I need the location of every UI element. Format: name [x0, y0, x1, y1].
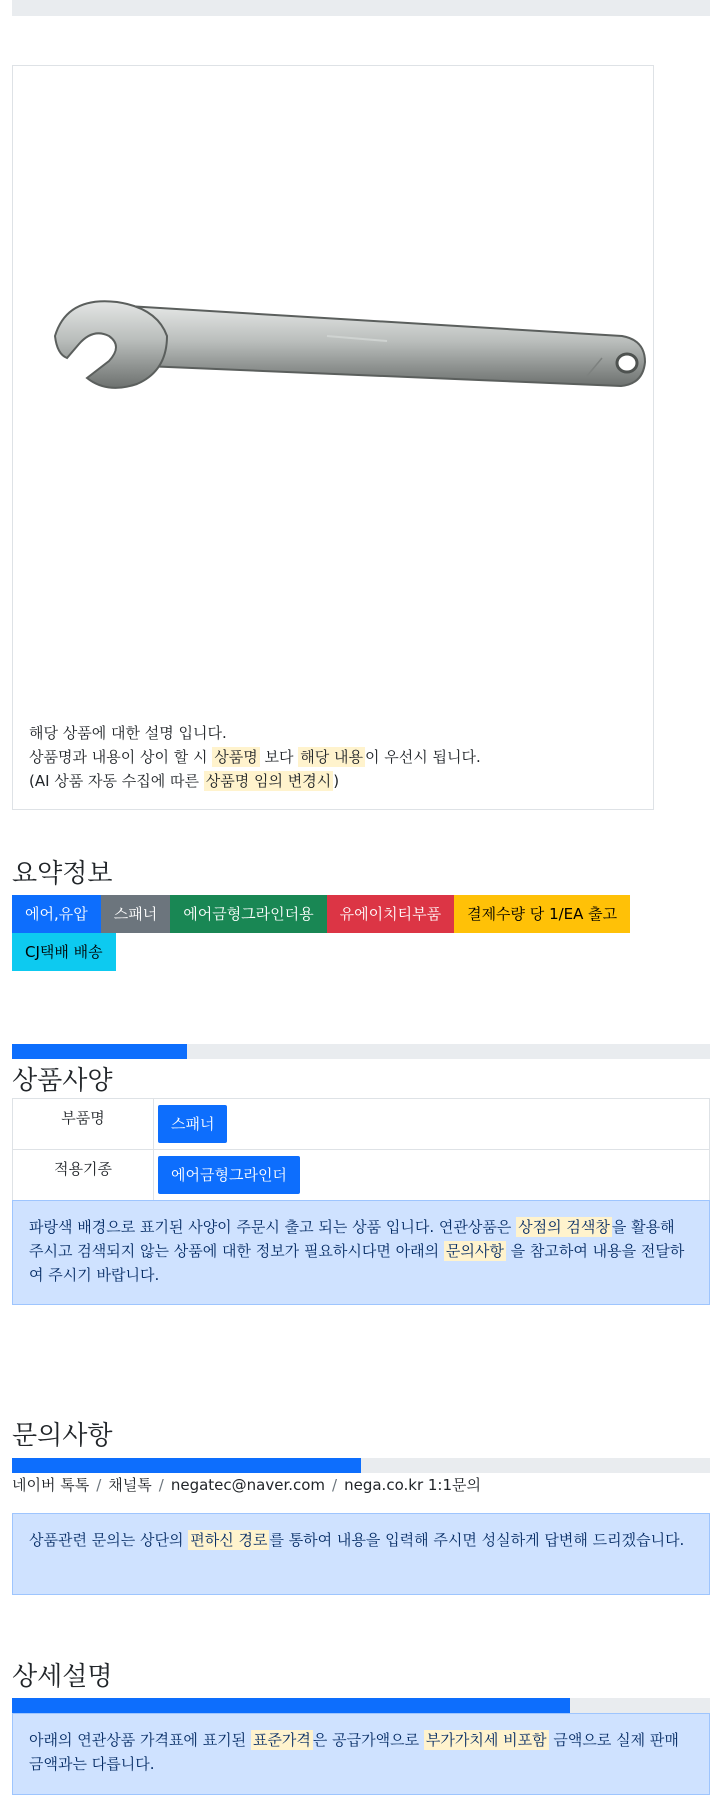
inquiry-progress: [12, 1458, 710, 1473]
top-progress-bar: [12, 0, 710, 16]
spec-progress: [12, 1044, 710, 1059]
inquiry-channels: 네이버 톡톡 / 채널톡 / negatec@naver.com / nega.co.kr 1:1문의: [12, 1476, 481, 1494]
description-line-3: (AI 상품 자동 수집에 따른 상품명 임의 변경시 ): [29, 772, 340, 790]
spec-title: 상품사양: [12, 1066, 113, 1096]
spec-row: [13, 1099, 710, 1150]
badge-product-type: 스패너: [101, 895, 170, 933]
product-image: [27, 266, 647, 416]
spec-value-button[interactable]: 스패너: [158, 1105, 227, 1143]
badge-shipping: CJ택배 배송: [12, 933, 116, 971]
spec-notice: 파랑색 배경으로 표기된 사양이 주문시 출고 되는 상품 입니다. 연관상품은 상점의 검색창 을 활용해 주시고 검색되지 않는 상품에 대한 정보가 필요하시다면 아래의 문의사항 을 참고하여 내용을 전달하여 주시기 바랍니다.: [12, 1200, 710, 1305]
spec-progress-fill: [12, 1044, 187, 1059]
product-description: [29, 721, 481, 793]
inquiry-progress-fill: [12, 1458, 361, 1473]
badge-quantity: 결제수량 당 1/EA 출고: [454, 895, 630, 933]
spec-table: [12, 1098, 710, 1201]
description-line-1: 해당 상품에 대한 설명 입니다.: [29, 724, 227, 742]
summary-title: 요약정보: [12, 859, 113, 889]
channel-channeltalk[interactable]: 채널톡: [108, 1476, 152, 1494]
detail-title: 상세설명: [12, 1662, 113, 1692]
channel-email[interactable]: negatec@naver.com: [170, 1476, 326, 1494]
channel-naver-talk[interactable]: 네이버 톡톡: [12, 1476, 90, 1494]
summary-badges: [12, 895, 710, 971]
detail-progress-fill: [12, 1698, 570, 1713]
spanner-image: [27, 266, 647, 416]
detail-notice: 아래의 연관상품 가격표에 표기된 표준가격 은 공급가액으로 부가가치세 비포함 금액으로 실제 판매금액과는 다릅니다.: [12, 1713, 710, 1795]
inquiry-title: 문의사항: [12, 1421, 113, 1451]
spec-label: 부품명: [13, 1099, 154, 1150]
inquiry-notice: 상품관련 문의는 상단의 편하신 경로 를 통하여 내용을 입력해 주시면 성실하게 답변해 드리겠습니다.: [12, 1513, 710, 1595]
badge-category: 에어,유압: [12, 895, 101, 933]
spec-value-button[interactable]: 에어금형그라인더: [158, 1156, 300, 1194]
spec-label: 적용기종: [13, 1150, 154, 1201]
badge-brand: 유에이치티부품: [327, 895, 454, 933]
description-line-2: 상품명과 내용이 상이 할 시 상품명 보다 해당 내용 이 우선시 됩니다.: [29, 748, 481, 766]
product-card: [12, 65, 654, 810]
detail-progress: [12, 1698, 710, 1713]
channel-website-inquiry[interactable]: nega.co.kr 1:1문의: [344, 1476, 481, 1494]
badge-application: 에어금형그라인더용: [170, 895, 326, 933]
spec-row: [13, 1150, 710, 1201]
